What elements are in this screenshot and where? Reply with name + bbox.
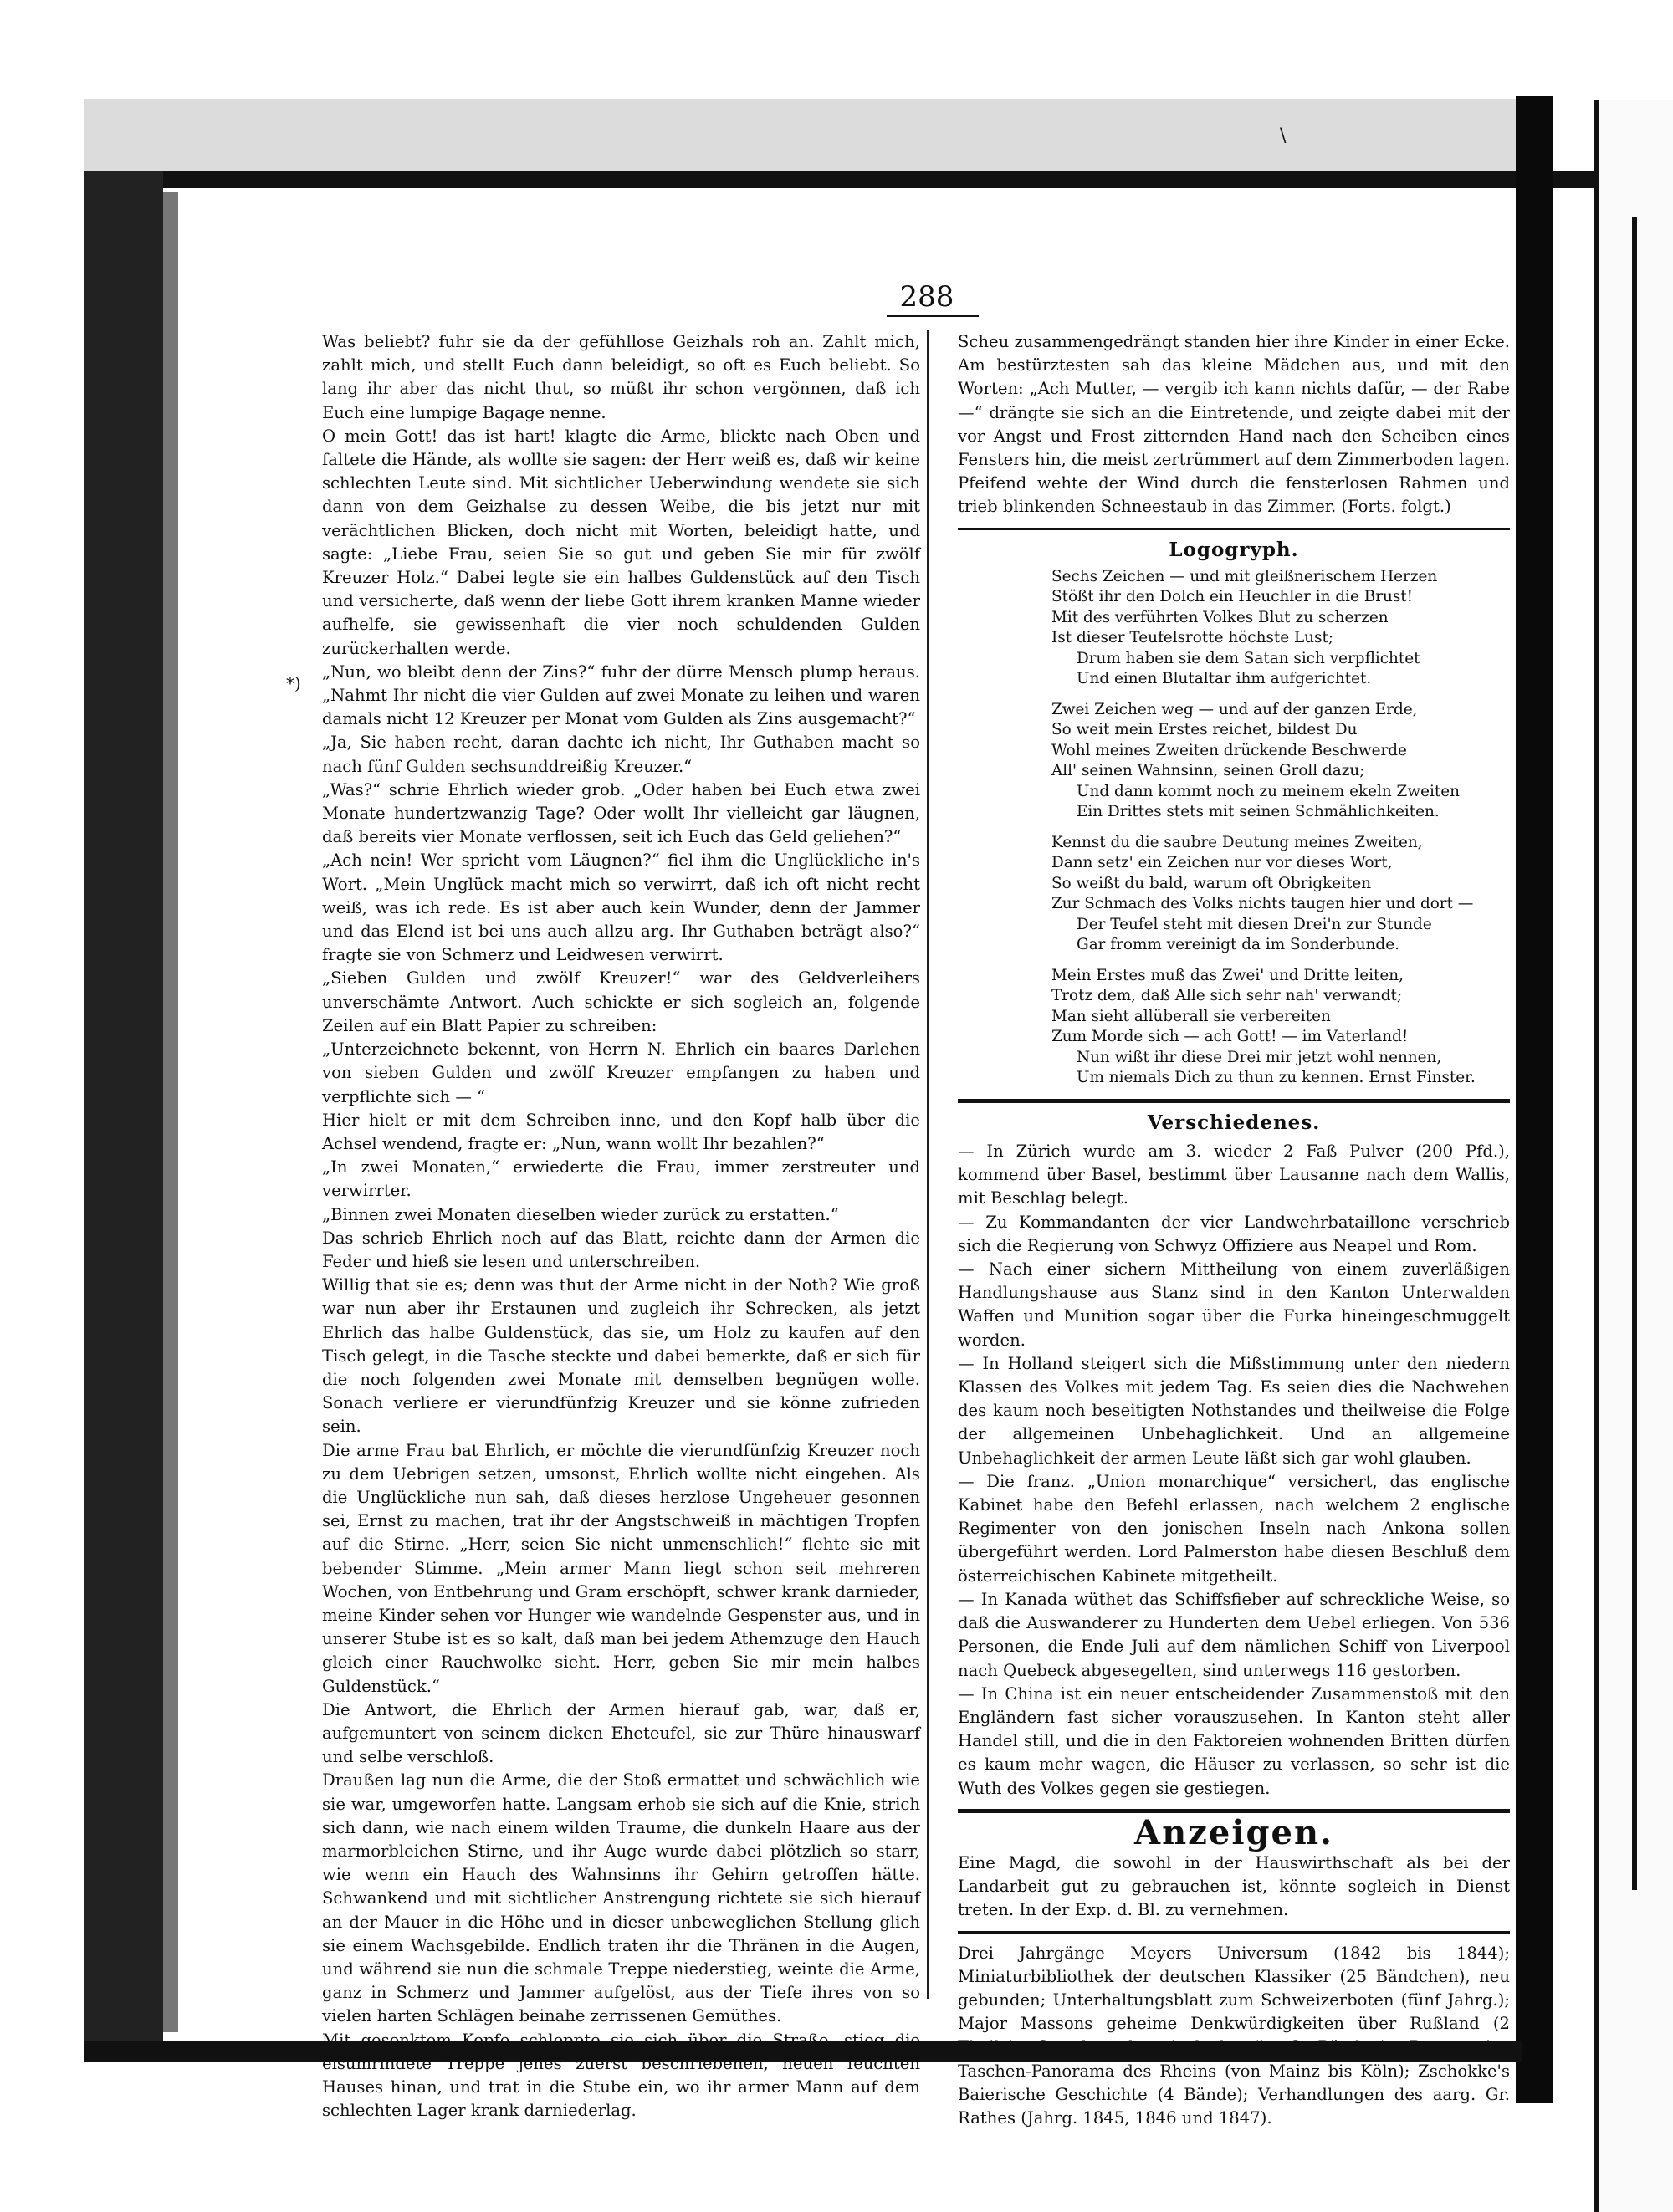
advertisement: Eine Magd, die sowohl in der Hauswirthschaft als bei der Landarbeit gut zu gebrauchen ist, könnte sogleich in Dienst treten. In der Exp. d. Bl. zu vernehmen.	[958, 1852, 1510, 1920]
paragraph: „Sieben Gulden und zwölf Kreuzer!“ war des Geldverleihers unverschämte Antwort. Auch schickte er sich sogleich an, folgende Zeilen auf ein Blatt Papier zu schreiben:	[322, 968, 920, 1035]
scan-left-binding	[84, 171, 163, 2045]
section-rule	[958, 1931, 1510, 1934]
logogryph-heading: Logogryph.	[1169, 538, 1299, 561]
paragraph: Was beliebt? fuhr sie da der gefühllose Geizhals roh an. Zahlt mich, zahlt mich, und stellt Euch dann beleidigt, so oft es Euch beliebt. So lang ihr aber das nicht thut, so müßt ihr schon vergönnen, daß ich Euch eine lumpige Bagage nenne.	[322, 332, 920, 422]
poem-line: So weißt du bald, warum oft Obrigkeiten	[1051, 874, 1372, 892]
news-item: — Die franz. „Union monarchique“ versichert, das englische Kabinet habe den Befehl erlassen, nach welchem 2 englische Regimenter von den jonischen Inseln nach Ankona sollen übergeführt werden. Lord Palmerston habe diesen Beschluß dem österreichischen Kabinete mitgetheilt.	[958, 1471, 1510, 1586]
paragraph: „Was?“ schrie Ehrlich wieder grob. „Oder haben bei Euch etwa zwei Monate hundertzwanzig Tage? Oder wollt Ihr vielleicht gar läugnen, daß bereits vier Monate verflossen, seit ich Euch das Geld geliehen?“	[322, 779, 920, 847]
poem-stanza	[1051, 567, 1510, 690]
scan-right-line	[1632, 217, 1637, 1890]
paragraph: „Nun, wo bleibt denn der Zins?“ fuhr der dürre Mensch plump heraus. „Nahmt Ihr nicht die vier Gulden auf zwei Monate zu leihen und waren damals nicht 12 Kreuzer per Monat vom Gulden als Zins ausgemacht?“	[322, 662, 920, 729]
paragraph: Das schrieb Ehrlich noch auf das Blatt, reichte dann der Armen die Feder und hieß sie lesen und unterschreiben.	[322, 1228, 920, 1271]
verschiedenes-heading: Verschiedenes.	[1147, 1111, 1321, 1134]
scan-book-edge	[84, 171, 1673, 188]
scan-right-shadow	[1516, 96, 1553, 2103]
poem-line: So weit mein Erstes reichet, bildest Du	[1051, 721, 1358, 739]
paragraph: Hier hielt er mit dem Schreiben inne, und den Kopf halb über die Achsel wendend, fragte er: „Nun, wann wollt Ihr bezahlen?“	[322, 1110, 920, 1153]
paragraph: „Ach nein! Wer spricht vom Läugnen?“ fiel ihm die Unglückliche in's Wort. „Mein Unglück macht mich so verwirrt, daß ich oft nicht recht weiß, was ich rede. Es ist aber auch kein Wunder, denn der Jammer und das Elend ist bei uns auch allzu arg. Ihr Guthaben beträgt also?“ fragte sie von Schmerz und Leidwesen verwirrt.	[322, 851, 920, 965]
section-rule	[958, 1809, 1510, 1813]
right-column	[958, 330, 1510, 2130]
poem-line: Gar fromm vereinigt da im Sonderbunde.	[1077, 936, 1399, 954]
poem-stanza	[1051, 700, 1510, 823]
paragraph: Die Antwort, die Ehrlich der Armen hierauf gab, war, daß er, aufgemuntert von seinem dicken Eheteufel, sie zur Thüre hinauswarf und selbe verschloß.	[322, 1699, 920, 1767]
page-number: 288	[899, 280, 954, 314]
paragraph: „Ja, Sie haben recht, daran dachte ich nicht, Ihr Guthaben macht so nach fünf Gulden sechsunddreißig Kreuzer.“	[322, 733, 920, 776]
paragraph: „In zwei Monaten,“ erwiederte die Frau, immer zerstreuter und verwirrter.	[322, 1157, 920, 1201]
paragraph: „Unterzeichnete bekennt, von Herrn N. Ehrlich ein baares Darlehen von sieben Gulden und zwölf Kreuzer empfangen zu haben und verpflichte sich — “	[322, 1040, 920, 1106]
news-item: — In Zürich wurde am 3. wieder 2 Faß Pulver (200 Pfd.), kommend über Basel, bestimmt über Lausanne nach dem Wallis, mit Beschlag belegt.	[958, 1142, 1510, 1208]
poem-line: Der Teufel steht mit diesen Drei'n zur Stunde	[1077, 915, 1432, 933]
poem-line: Sechs Zeichen — und mit gleißnerischem Herzen	[1051, 567, 1438, 585]
poem-line: Ein Drittes stets mit seinen Schmählichkeiten.	[1077, 803, 1440, 821]
logogryph-poem	[958, 567, 1510, 1089]
poem-line: Man sieht allüberall sie verbereiten	[1051, 1007, 1331, 1025]
poem-stanza	[1051, 833, 1510, 956]
poem-line: Kennst du die saubre Deutung meines Zweiten,	[1051, 833, 1423, 851]
poem-line: Drum haben sie dem Satan sich verpflichtet	[1077, 649, 1420, 667]
poem-line: Nun wißt ihr diese Drei mir jetzt wohl nennen,	[1077, 1048, 1442, 1066]
news-item: — In Kanada wüthet das Schiffsfieber auf schreckliche Weise, so daß die Auswanderer zu Hunderten dem Uebel erliegen. Von 536 Personen, die Ende Juli auf dem nämlichen Schiff von Liverpool nach Quebeck abgesegelten, sind unterwegs 116 gestorben.	[958, 1589, 1510, 1680]
paragraph: Draußen lag nun die Arme, die der Stoß ermattet und schwächlich wie sie war, umgeworfen hatte. Langsam erhob sie sich auf die Knie, strich sich dann, wie nach einem wilden Traume, die dunkeln Haare aus der marmorbleichen Stirne, und ihr Auge wurde dabei plötzlich so starr, wie wenn ein Hauch des Wahnsinns ihr Gehirn getroffen hätte. Schwankend und mit sichtlicher Anstrengung richtete sie sich hierauf an der Mauer in die Höhe und in dieser unbeweglichen Stellung glich sie einem Wachsgebilde. Endlich traten ihr die Thränen in die Augen, und während sie nun die schmale Treppe niederstieg, weinte die Arme, ganz in Schmerz und Jammer aufgelöst, aus der Tiefe ihres von so vielen harten Schlägen beinahe zerrissenen Gemüthes.	[322, 1770, 920, 2026]
news-item: — In China ist ein neuer entscheidender Zusammenstoß mit den Engländern fast sicher vorauszusehen. In Kanton steht aller Handel still, und die in den Faktoreien wohnenden Britten dürfen es kaum mehr wagen, die Häuser zu verlassen, so sehr ist die Wuth des Volkes gegen sie gestiegen.	[958, 1683, 1510, 1798]
news-item: — Nach einer sichern Mittheilung von einem zuverläßigen Handlungshause aus Stanz sind in den Kanton Unterwalden Waffen und Munition sogar über die Furka hineingeschmuggelt worden.	[958, 1259, 1510, 1350]
poem-line: Dann setz' ein Zeichen nur vor dieses Wort,	[1051, 854, 1393, 872]
poem-line: Stößt ihr den Dolch ein Heuchler in die Brust!	[1051, 588, 1414, 606]
section-rule	[958, 528, 1510, 530]
margin-mark: *)	[286, 673, 301, 693]
paragraph: Die arme Frau bat Ehrlich, er möchte die vierundfünfzig Kreuzer noch zu dem Uebrigen setzen, umsonst, Ehrlich wollte nicht eingehen. Als die Unglückliche nun sah, daß dieses herzlose Ungeheuer gesonnen sei, Ernst zu machen, trat ihr der Angstschweiß in mächtigen Tropfen auf die Stirne. „Herr, seien Sie nicht unmenschlich!“ flehte sie mit bebender Stimme. „Mein armer Mann liegt schon seit mehreren Wochen, von Entbehrung und Gram erschöpft, schwer krank darnieder, meine Kinder sehen vor Hunger wie wandelnde Gespenster aus, und in unserer Stube ist es so kalt, daß man bei jedem Athemzuge den Hauch gleich einer Rauchwolke sieht. Herr, geben Sie mir mein halbes Guldenstück.“	[322, 1440, 920, 1696]
poem-line: Ist dieser Teufelsrotte höchste Lust;	[1051, 629, 1334, 647]
paragraph: „Binnen zwei Monaten dieselben wieder zurück zu erstatten.“	[322, 1204, 839, 1224]
paragraph: Mit gesenktem Kopfe schleppte sie sich über die Straße, stieg die eisumrindete Treppe jenes zuerst beschriebenen, neuen feuchten Hauses hinan, und trat in die Stube ein, wo ihr armer Mann auf dem schlechten Lager krank darniederlag.	[322, 2030, 920, 2121]
left-column	[322, 330, 920, 2121]
poem-line: Und einen Blutaltar ihm aufgerichtet.	[1077, 670, 1372, 688]
column-divider	[927, 330, 929, 1999]
poem-line: Um niemals Dich zu thun zu kennen. Ernst Finster.	[1077, 1069, 1476, 1087]
scan-top-margin	[84, 99, 1522, 182]
poem-line: Wohl meines Zweiten drückende Beschwerde	[1051, 741, 1407, 759]
anzeigen-heading: Anzeigen.	[1134, 1812, 1333, 1852]
paragraph: O mein Gott! das ist hart! klagte die Arme, blickte nach Oben und faltete die Hände, als wollte sie sagen: der Herr weiß es, daß wir keine schlechten Leute sind. Mit sichtlicher Ueberwindung wendete sie sich dann von dem Geizhalse zu dessen Weibe, die bis jetzt nur mit verächtlichen Blicken, doch nicht mit Worten, beleidigt hatte, und sagte: „Liebe Frau, seien Sie so gut und geben Sie mir für zwölf Kreuzer Holz.“ Dabei legte sie ein halbes Guldenstück auf den Tisch und versicherte, daß wenn der liebe Gott ihrem kranken Manne wieder aufhelfe, sie gewissenhaft die vier noch schuldenden Gulden zurückerhalten werde.	[322, 426, 920, 658]
poem-line: Mein Erstes muß das Zwei' und Dritte leiten,	[1051, 966, 1404, 984]
scan-right-page-edge	[1594, 100, 1673, 2212]
paragraph: Willig that sie es; denn was thut der Arme nicht in der Noth? Wie groß war nun aber ihr Erstaunen und zugleich ihr Schrecken, als jetzt Ehrlich das halbe Guldenstück, das sie, um Holz zu kaufen auf den Tisch gelegt, in die Tasche steckte und dabei bemerkte, daß er sich für die noch folgenden zwei Monate mit demselben begnügen wolle. Sonach verliere er vierundfünfzig Kreuzer und sie könne zufrieden sein.	[322, 1275, 920, 1437]
poem-line: Mit des verführten Volkes Blut zu scherzen	[1051, 608, 1389, 626]
poem-line: Zwei Zeichen weg — und auf der ganzen Erde,	[1051, 700, 1418, 718]
advertisement: Drei Jahrgänge Meyers Universum (1842 bis 1844); Miniaturbibliothek der deutschen Klassiker (25 Bändchen), neu gebunden; Unterhaltungsblatt zum Schweizerboten (fünf Jahrg.); Major Massons geheime Denkwürdigkeiten über Rußland (2 Theile); Stunden der Andacht (in 2 Bänden); Ravensteins Taschen-Panorama des Rheins (von Mainz bis Köln); Zschokke's Baierische Geschichte (4 Bände); Verhandlungen des aarg. Gr. Rathes (Jahrg. 1845, 1846 und 1847).	[958, 1943, 1510, 2128]
page-number-rule	[887, 315, 979, 317]
news-item: — In Holland steigert sich die Mißstimmung unter den niedern Klassen des Volkes mit jedem Tag. Es seien dies die Nachwehen des kaum noch beseitigten Nothstandes und theilweise die Folge der allgemeinen Unbehaglichkeit. Und an allgemeine Unbehaglichkeit der armen Leute läßt sich gar wohl glauben.	[958, 1353, 1510, 1468]
poem-line: Trotz dem, daß Alle sich sehr nah' verwandt;	[1051, 987, 1403, 1005]
poem-line: Zum Morde sich — ach Gott! — im Vaterland!	[1051, 1028, 1409, 1046]
poem-line: All' seinen Wahnsinn, seinen Groll dazu;	[1051, 762, 1365, 780]
corner-mark: \	[1280, 125, 1287, 146]
poem-line: Und dann kommt noch zu meinem ekeln Zweiten	[1077, 782, 1460, 800]
story-continuation: Scheu zusammengedrängt standen hier ihre Kinder in einer Ecke. Am bestürztesten sah das kleine Mädchen aus, und mit den Worten: „Ach Mutter, — vergib ich kann nichts dafür, — der Rabe —“ drängte sie sich an die Eintretende, und zeigte dabei mit der vor Angst und Frost zitternden Hand nach den Scheiben eines Fensters hin, die meist zertrümmert auf dem Zimmerboden lagen. Pfeifend wehte der Wind durch die fensterlosen Rahmen und trieb blinkenden Schneestaub in das Zimmer. (Forts. folgt.)	[958, 332, 1510, 517]
poem-line: Zur Schmach des Volks nichts taugen hier und dort —	[1051, 895, 1474, 913]
news-item: — Zu Kommandanten der vier Landwehrbataillone verschrieb sich die Regierung von Schwyz Offiziere aus Neapel und Rom.	[958, 1212, 1510, 1255]
poem-stanza	[1051, 966, 1510, 1089]
section-rule	[958, 1099, 1510, 1103]
scan-left-gutter	[163, 192, 178, 2032]
